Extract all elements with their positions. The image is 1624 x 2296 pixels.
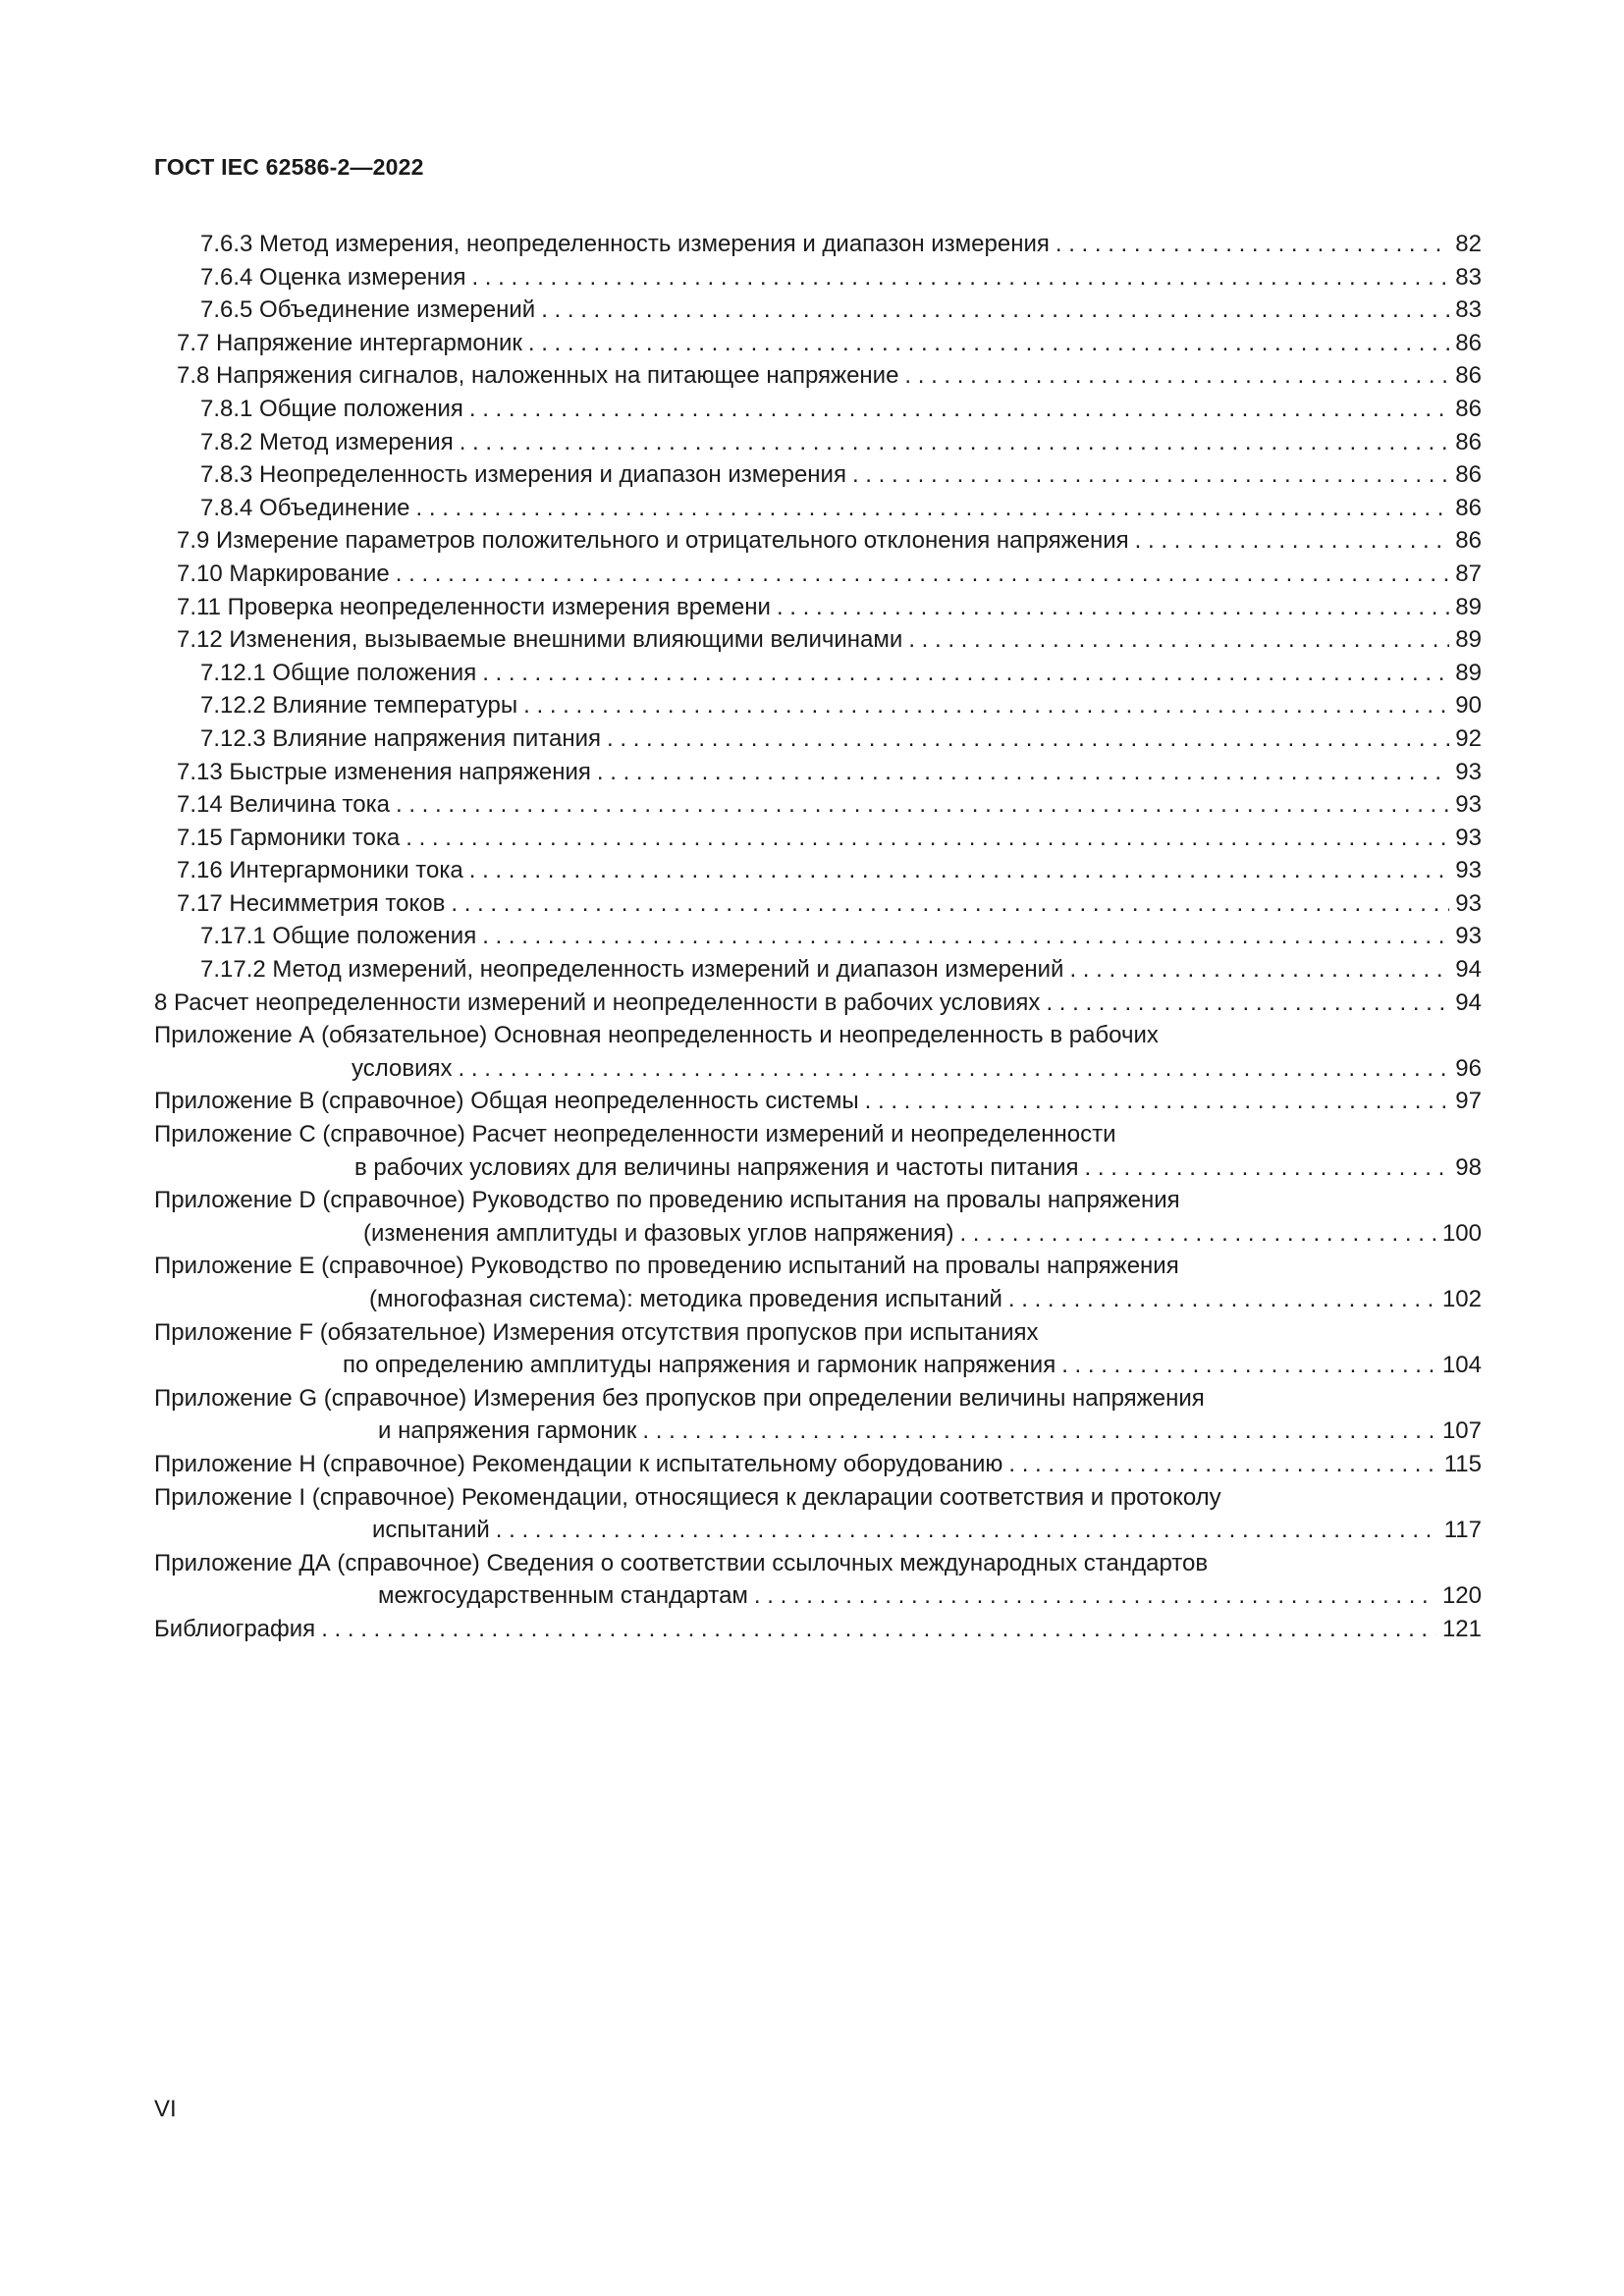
toc-entry-7-8-3[interactable] [154, 458, 1482, 492]
toc-entry-appendix-g[interactable] [154, 1382, 1482, 1448]
dot-leader [482, 657, 1449, 690]
toc-page-number: 94 [1455, 988, 1482, 1016]
toc-page-number: 104 [1441, 1352, 1482, 1379]
dot-leader [416, 492, 1450, 525]
dot-leader [406, 822, 1449, 855]
toc-entry-text: 7.15 Гармоники тока [177, 824, 401, 851]
toc-entry-text: Приложение G (справочное) Измерения без пропусков при определении величины напряжения [154, 1384, 1205, 1412]
toc-entry-text: 7.12.3 Влияние напряжения питания [200, 724, 602, 752]
dot-leader [865, 1085, 1450, 1118]
toc-entry-continuation [154, 1415, 1482, 1448]
toc-entry-text: межгосударственным стандартам [378, 1582, 748, 1610]
toc-entry-7-13[interactable] [154, 756, 1482, 789]
toc-page-number: 86 [1455, 395, 1482, 422]
toc-page-number: 102 [1441, 1286, 1482, 1312]
toc-entry-7-17[interactable] [154, 887, 1482, 921]
toc-entry-text: 7.14 Величина тока [177, 791, 390, 819]
toc-entry-7-6-5[interactable] [154, 294, 1482, 327]
toc-entry-7-8-4[interactable] [154, 492, 1482, 525]
table-of-contents [154, 228, 1482, 1646]
toc-page-number: 89 [1455, 626, 1482, 654]
toc-entry-text: Приложение F (обязательное) Измерения отсутствия пропусков при испытаниях [154, 1318, 1039, 1346]
toc-page-number: 89 [1455, 659, 1482, 686]
toc-entry-text: Приложение ДА (справочное) Сведения о соответствии ссылочных международных стандартов [154, 1549, 1209, 1576]
toc-entry-text: 7.17.1 Общие положения [200, 923, 477, 950]
toc-entry-7-6-3[interactable] [154, 228, 1482, 261]
toc-entry-text: 7.8.1 Общие положения [200, 395, 463, 422]
toc-entry-appendix-d[interactable] [154, 1184, 1482, 1250]
toc-entry-text: 7.9 Измерение параметров положительного и отрицательного отклонения напряжения [177, 527, 1129, 555]
dot-leader [959, 1217, 1436, 1251]
toc-entry-text: 7.6.4 Оценка измерения [200, 263, 466, 291]
toc-entry-continuation [154, 1579, 1482, 1613]
toc-entry-text: Приложение А (обязательное) Основная неопределенность и неопределенность в рабочих [154, 1022, 1159, 1049]
toc-entry-bibliography[interactable] [154, 1613, 1482, 1646]
toc-entry-7-12[interactable] [154, 623, 1482, 657]
dot-leader [1061, 1349, 1436, 1382]
toc-page-number: 86 [1455, 329, 1482, 356]
toc-entry-text: условиях [352, 1054, 453, 1082]
toc-entry-appendix-da[interactable] [154, 1547, 1482, 1613]
toc-entry-7-8-1[interactable] [154, 393, 1482, 426]
toc-entry-appendix-h[interactable] [154, 1448, 1482, 1481]
toc-entry-continuation [154, 1349, 1482, 1382]
toc-entry-7-16[interactable] [154, 854, 1482, 887]
toc-page-number: 117 [1443, 1517, 1482, 1544]
toc-entry-text: Приложение D (справочное) Руководство по проведению испытания на провалы напряжения [154, 1187, 1180, 1214]
toc-page-number: 83 [1455, 296, 1482, 324]
toc-entry-text: 7.8.3 Неопределенность измерения и диапазон измерения [200, 461, 846, 489]
toc-page-number: 89 [1455, 593, 1482, 620]
toc-page-number: 86 [1455, 362, 1482, 390]
toc-page-number: 87 [1455, 560, 1482, 587]
toc-page-number: 107 [1441, 1417, 1482, 1445]
toc-entry-text: Приложение Е (справочное) Руководство по проведению испытаний на провалы напряжения [154, 1253, 1179, 1280]
toc-page-number: 120 [1441, 1582, 1482, 1610]
toc-entry-text: в рабочих условиях для величины напряжения и частоты питания [354, 1153, 1079, 1181]
toc-entry-text: и напряжения гармоник [378, 1417, 637, 1445]
toc-entry-text: (изменения амплитуды и фазовых углов напряжения) [363, 1219, 954, 1247]
toc-page-number: 96 [1455, 1054, 1482, 1082]
dot-leader [908, 623, 1449, 657]
toc-entry-continuation [154, 1283, 1482, 1316]
toc-entry-text: 7.12.1 Общие положения [200, 659, 477, 686]
toc-entry-text: 7.7 Напряжение интергармоник [177, 329, 522, 356]
toc-entry-text: Приложение В (справочное) Общая неопределенность системы [154, 1088, 859, 1115]
dot-leader [396, 788, 1449, 822]
toc-entry-appendix-b[interactable] [154, 1085, 1482, 1118]
toc-entry-text: испытаний [372, 1517, 490, 1544]
toc-entry-text: 7.12.2 Влияние температуры [200, 692, 518, 720]
toc-entry-continuation [154, 1514, 1482, 1547]
toc-page-number: 93 [1455, 857, 1482, 884]
toc-entry-continuation [154, 1151, 1482, 1185]
toc-entry-7-6-4[interactable] [154, 261, 1482, 294]
toc-page-number: 93 [1455, 791, 1482, 819]
toc-entry-text: (многофазная система): методика проведения испытаний [369, 1286, 1002, 1312]
toc-entry-text: 7.8.4 Объединение [200, 494, 410, 521]
toc-entry-text: 7.11 Проверка неопределенности измерения времени [177, 593, 771, 620]
dot-leader [904, 359, 1449, 393]
dot-leader [469, 854, 1450, 887]
toc-entry-text: 7.13 Быстрые изменения напряжения [177, 758, 591, 785]
dot-leader [1008, 1283, 1436, 1316]
toc-page-number: 86 [1455, 494, 1482, 521]
toc-entry-text: 7.16 Интергармоники тока [177, 857, 463, 884]
toc-page-number: 86 [1455, 527, 1482, 555]
toc-entry-text: Приложение Н (справочное) Рекомендации к испытательному оборудованию [154, 1450, 1003, 1477]
dot-leader [469, 393, 1449, 426]
dot-leader [396, 558, 1450, 591]
toc-entry-7-11[interactable] [154, 591, 1482, 624]
toc-entry-text: Приложение I (справочное) Рекомендации, относящиеся к декларации соответствия и протоколу [154, 1483, 1221, 1511]
toc-entry-7-10[interactable] [154, 558, 1482, 591]
toc-entry-text: 7.17 Несимметрия токов [177, 889, 446, 917]
dot-leader [482, 920, 1449, 953]
toc-page-number: 121 [1441, 1615, 1482, 1642]
toc-page-number: 90 [1455, 692, 1482, 720]
dot-leader [1008, 1448, 1437, 1481]
dot-leader [321, 1613, 1436, 1646]
dot-leader [471, 261, 1449, 294]
toc-entry-text: 7.6.3 Метод измерения, неопределенность измерения и диапазон измерения [200, 231, 1050, 257]
dot-leader [607, 722, 1449, 756]
toc-entry-7-8[interactable] [154, 359, 1482, 393]
toc-page-number: 83 [1455, 263, 1482, 291]
toc-entry-text: по определению амплитуды напряжения и гармоник напряжения [343, 1352, 1056, 1379]
toc-entry-text: 7.12 Изменения, вызываемые внешними влияющими величинами [177, 626, 903, 654]
toc-page-number: 115 [1443, 1450, 1482, 1477]
toc-entry-continuation [154, 1052, 1482, 1086]
toc-entry-text: 7.17.2 Метод измерений, неопределенность измерений и диапазон измерений [200, 956, 1064, 984]
dot-leader [597, 756, 1449, 789]
toc-entry-appendix-i[interactable] [154, 1481, 1482, 1547]
toc-entry-7-7[interactable] [154, 327, 1482, 360]
toc-page-number: 93 [1455, 758, 1482, 785]
dot-leader [777, 591, 1449, 624]
dot-leader [460, 426, 1450, 459]
toc-entry-appendix-e[interactable] [154, 1250, 1482, 1315]
dot-leader [1046, 987, 1449, 1020]
dot-leader [523, 689, 1449, 722]
toc-entry-text: 7.10 Маркирование [177, 560, 390, 587]
toc-page-number: 86 [1455, 428, 1482, 455]
toc-page-number: 86 [1455, 461, 1482, 489]
dot-leader [754, 1579, 1436, 1613]
dot-leader [642, 1415, 1436, 1448]
toc-entry-8[interactable] [154, 987, 1482, 1020]
toc-entry-text: 7.8.2 Метод измерения [200, 428, 454, 455]
page-number-footer: VI [154, 2096, 177, 2122]
dot-leader [1056, 228, 1449, 261]
toc-page-number: 93 [1455, 824, 1482, 851]
toc-page-number: 92 [1455, 724, 1482, 752]
dot-leader [496, 1514, 1438, 1547]
dot-leader [1069, 953, 1449, 987]
toc-entry-appendix-c[interactable] [154, 1118, 1482, 1184]
toc-entry-appendix-f[interactable] [154, 1316, 1482, 1382]
toc-entry-text: Библиография [154, 1615, 316, 1642]
toc-entry-text: 7.8 Напряжения сигналов, наложенных на питающее напряжение [177, 362, 899, 390]
toc-entry-7-17-2[interactable] [154, 953, 1482, 987]
toc-entry-appendix-a[interactable] [154, 1019, 1482, 1085]
toc-entry-7-8-2[interactable] [154, 426, 1482, 459]
toc-entry-7-15[interactable] [154, 822, 1482, 855]
dot-leader [451, 887, 1449, 921]
toc-entry-7-12-1[interactable] [154, 657, 1482, 690]
dot-leader [1085, 1151, 1450, 1185]
toc-page-number: 98 [1455, 1153, 1482, 1181]
dot-leader [1135, 524, 1450, 558]
dot-leader [459, 1052, 1450, 1086]
toc-page-number: 94 [1455, 956, 1482, 984]
toc-entry-text: 7.6.5 Объединение измерений [200, 296, 536, 324]
toc-entry-7-9[interactable] [154, 524, 1482, 558]
toc-entry-7-12-3[interactable] [154, 722, 1482, 756]
toc-page-number: 93 [1455, 889, 1482, 917]
dot-leader [852, 458, 1449, 492]
document-header: ГОСТ IEC 62586-2—2022 [154, 154, 424, 180]
dot-leader [541, 294, 1449, 327]
toc-entry-7-17-1[interactable] [154, 920, 1482, 953]
dot-leader [528, 327, 1449, 360]
toc-page-number: 82 [1455, 231, 1482, 257]
toc-page-number: 100 [1441, 1219, 1482, 1247]
toc-entry-text: Приложение С (справочное) Расчет неопределенности измерений и неопределенности [154, 1121, 1116, 1148]
toc-page-number: 97 [1455, 1088, 1482, 1115]
toc-page-number: 93 [1455, 923, 1482, 950]
toc-entry-continuation [154, 1217, 1482, 1251]
toc-entry-7-14[interactable] [154, 788, 1482, 822]
toc-entry-7-12-2[interactable] [154, 689, 1482, 722]
toc-entry-text: 8 Расчет неопределенности измерений и неопределенности в рабочих условиях [154, 988, 1041, 1016]
